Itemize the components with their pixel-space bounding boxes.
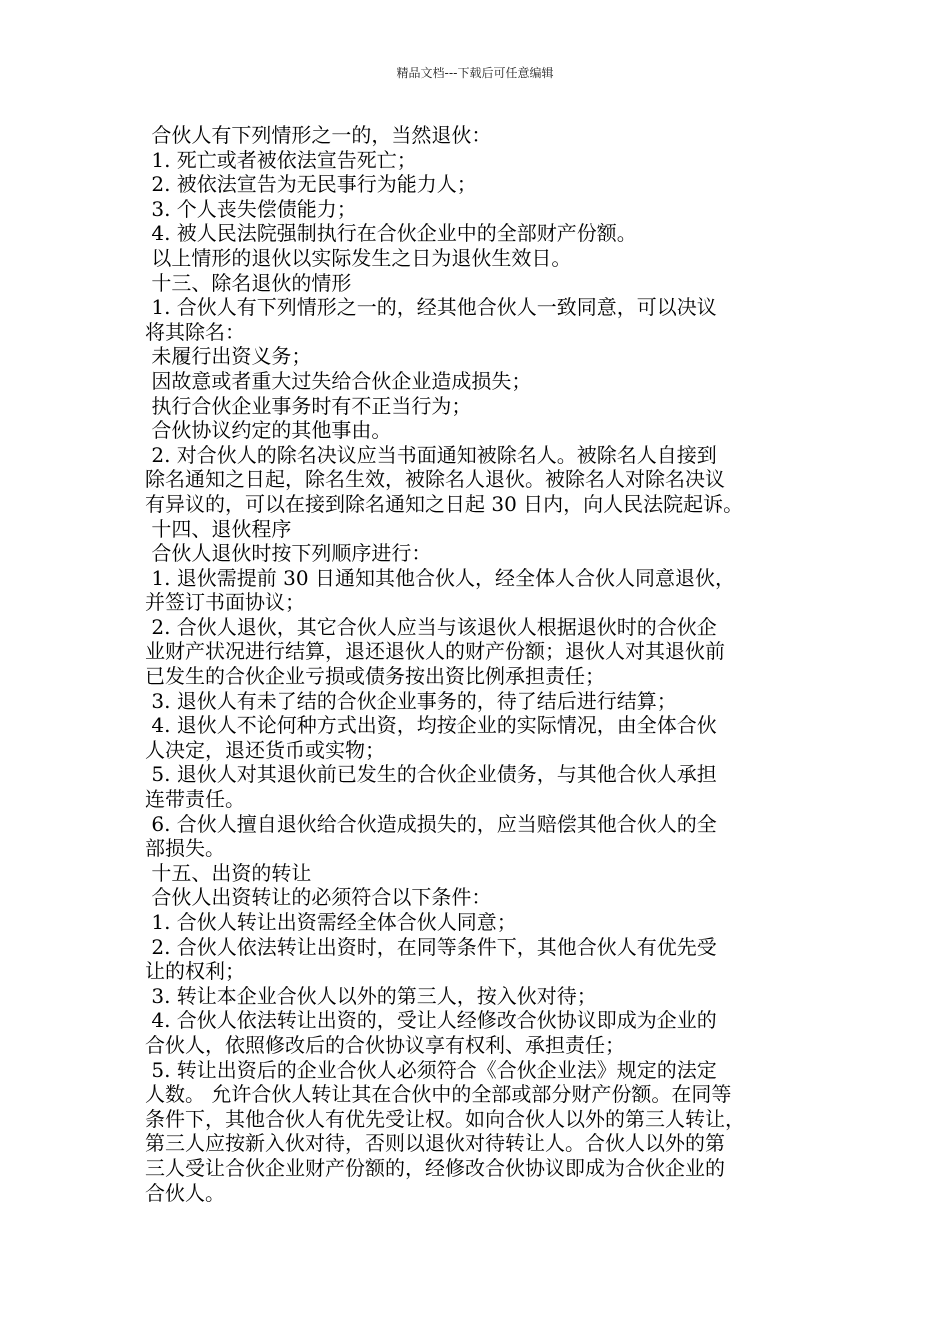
text-line: 3. 个人丧失偿债能力； (145, 196, 357, 221)
text-line: 6. 合伙人擅自退伙给合伙造成损失的，应当赔偿其他合伙人的全 (145, 811, 717, 836)
text-line: 1. 合伙人转让出资需经全体合伙人同意； (145, 910, 517, 934)
text-line: 4. 退伙人不论何种方式出资，均按企业的实际情况，由全体合伙 (145, 713, 717, 738)
text-line: 部损失。 (145, 836, 225, 861)
text-line: 已发生的合伙企业亏损或债务按出资比例承担责任； (145, 664, 605, 689)
text-line: 人数。 允许合伙人转让其在合伙中的全部或部分财产份额。在同等 (145, 1082, 732, 1107)
text-line: 合伙人退伙时按下列顺序进行： (145, 541, 432, 566)
text-line: 合伙人有下列情形之一的，当然退伙： (145, 123, 492, 147)
section-heading: 十三、除名退伙的情形 (145, 270, 352, 295)
text-line: 2. 合伙人依法转让出资时，在同等条件下，其他合伙人有优先受 (145, 934, 717, 959)
text-line: 2. 合伙人退伙，其它合伙人应当与该退伙人根据退伙时的合伙企 (145, 614, 717, 639)
text-line: 将其除名： (145, 319, 245, 344)
text-line: 合伙人出资转让的必须符合以下条件： (145, 885, 492, 910)
section-heading: 十四、退伙程序 (145, 516, 292, 541)
text-line: 条件下，其他合伙人有优先受让权。如向合伙人以外的第三人转让， (145, 1106, 745, 1131)
text-line: 3. 退伙人有未了结的合伙企业事务的，待了结后进行结算； (145, 688, 677, 713)
text-line: 未履行出资义务； (145, 344, 312, 369)
text-line: 1. 合伙人有下列情形之一的，经其他合伙人一致同意，可以决议 (145, 295, 717, 320)
text-line: 合伙人。 (145, 1180, 225, 1205)
text-line: 2. 被依法宣告为无民事行为能力人； (145, 172, 477, 197)
page-header: 精品文档---下载后可任意编辑 (396, 66, 554, 80)
text-line: 合伙协议约定的其他事由。 (145, 418, 392, 443)
text-line: 5. 转让出资后的企业合伙人必须符合《合伙企业法》规定的法定 (145, 1057, 717, 1082)
text-line: 3. 转让本企业合伙人以外的第三人，按入伙对待； (145, 983, 597, 1008)
text-line: 因故意或者重大过失给合伙企业造成损失； (145, 368, 532, 393)
text-line: 4. 被人民法院强制执行在合伙企业中的全部财产份额。 (145, 221, 637, 246)
document-body (145, 123, 815, 1205)
text-line: 并签订书面协议； (145, 590, 305, 615)
text-line: 人决定，退还货币或实物； (145, 737, 385, 762)
text-line: 4. 合伙人依法转让出资的，受让人经修改合伙协议即成为企业的 (145, 1008, 717, 1033)
text-line: 以上情形的退伙以实际发生之日为退伙生效日。 (145, 245, 572, 270)
text-line: 三人受让合伙企业财产份额的，经修改合伙协议即成为合伙企业的 (145, 1155, 725, 1180)
text-line: 业财产状况进行结算，退还退伙人的财产份额；退伙人对其退伙前 (145, 639, 725, 664)
text-line: 连带责任。 (145, 787, 245, 812)
text-line: 有异议的，可以在接到除名通知之日起 30 日内，向人民法院起诉。 (145, 491, 744, 516)
text-line: 合伙人，依照修改后的合伙协议享有权利、承担责任； (145, 1032, 625, 1057)
text-line: 除名通知之日起，除名生效，被除名人退伙。被除名人对除名决议 (145, 467, 725, 492)
text-line: 2. 对合伙人的除名决议应当书面通知被除名人。被除名人自接到 (145, 442, 717, 467)
section-heading: 十五、出资的转让 (145, 860, 312, 885)
text-line: 执行合伙企业事务时有不正当行为； (145, 393, 472, 418)
text-line: 让的权利； (145, 959, 245, 984)
text-line: 1. 退伙需提前 30 日通知其他合伙人，经全体人合伙人同意退伙， (145, 565, 735, 590)
text-line: 1. 死亡或者被依法宣告死亡； (145, 147, 417, 172)
text-line: 第三人应按新入伙对待，否则以退伙对待转让人。合伙人以外的第 (145, 1131, 725, 1156)
text-line: 5. 退伙人对其退伙前已发生的合伙企业债务，与其他合伙人承担 (145, 762, 717, 787)
